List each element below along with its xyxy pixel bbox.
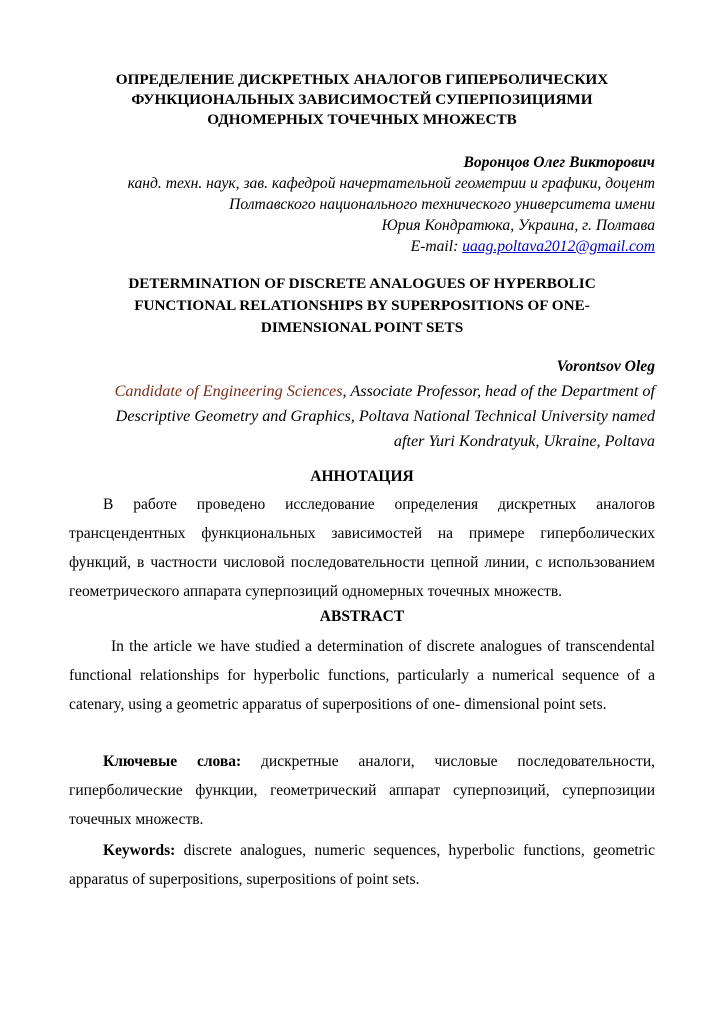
title-en-line: FUNCTIONAL RELATIONSHIPS BY SUPERPOSITIONS OF ONE- [134,297,590,314]
affiliation-en-line: Descriptive Geometry and Graphics, Poltava National Technical University named [115,407,655,425]
title-ru [69,70,655,130]
keywords-ru-text: дискретные аналоги, числовые последовательности, гиперболические функции, геометрический аппарат суперпозиций, суперпозиции точечных множеств. [69,753,655,828]
title-en-line: DIMENSIONAL POINT SETS [260,319,464,336]
email-line [69,236,655,257]
affiliation-en-line [69,379,655,404]
email-label: E-mail: [410,238,463,255]
abstract-text: In the article we have studied a determination of discrete analogues of transcendental functional relationships for hyperbolic functions, particularly a numerical sequence of a catenary, using a geometric apparatus of superpositions of one- dimensional point sets. [69,638,655,713]
annotation-heading: АННОТАЦИЯ [310,468,414,485]
email-link[interactable]: uaag.poltava2012@gmail.com [462,238,655,255]
annotation-text: В работе проведено исследование определения дискретных аналогов трансцендентных функциональных зависимостей на примере гиперболических функций, в частности числовой последовательности цепной линии, с использованием геометрического аппарата суперпозиций одномерных точечных множеств. [69,496,655,600]
affiliation-line: Полтавского национального технического университета имени [229,196,655,213]
keywords-en [69,836,655,894]
author-block-en [69,355,655,454]
affiliation-en-text: , Associate Professor, head of the Department of [342,382,655,400]
title-ru-line: ОДНОМЕРНЫХ ТОЧЕЧНЫХ МНОЖЕСТВ [207,111,517,128]
author-name-en: Vorontsov Oleg [556,358,655,375]
paper-page [69,60,655,894]
author-block-ru [69,152,655,257]
affiliation-line: Юрия Кондратюка, Украина, г. Полтава [381,217,655,234]
affiliation-line: канд. техн. наук, зав. кафедрой начертательной геометрии и графики, доцент [127,175,655,192]
abstract-heading: ABSTRACT [319,608,405,625]
keywords-ru-label: Ключевые слова: [103,753,242,770]
title-en [69,273,655,339]
title-ru-line: ФУНКЦИОНАЛЬНЫХ ЗАВИСИМОСТЕЙ СУПЕРПОЗИЦИЯМИ [131,91,593,108]
affiliation-en-line: after Yuri Kondratyuk, Ukraine, Poltava [393,432,655,450]
keywords-en-text: discrete analogues, numeric sequences, hyperbolic functions, geometric apparatus of superpositions, superpositions of point sets. [69,842,655,888]
title-ru-line: ОПРЕДЕЛЕНИЕ ДИСКРЕТНЫХ АНАЛОГОВ ГИПЕРБОЛИЧЕСКИХ [115,71,609,88]
keywords-en-label: Keywords: [103,842,176,859]
author-name-ru: Воронцов Олег Викторович [463,154,655,171]
title-en-line: DETERMINATION OF DISCRETE ANALOGUES OF HYPERBOLIC [128,275,596,292]
degree-highlight: Candidate of Engineering Sciences [114,382,343,400]
keywords-ru [69,747,655,834]
